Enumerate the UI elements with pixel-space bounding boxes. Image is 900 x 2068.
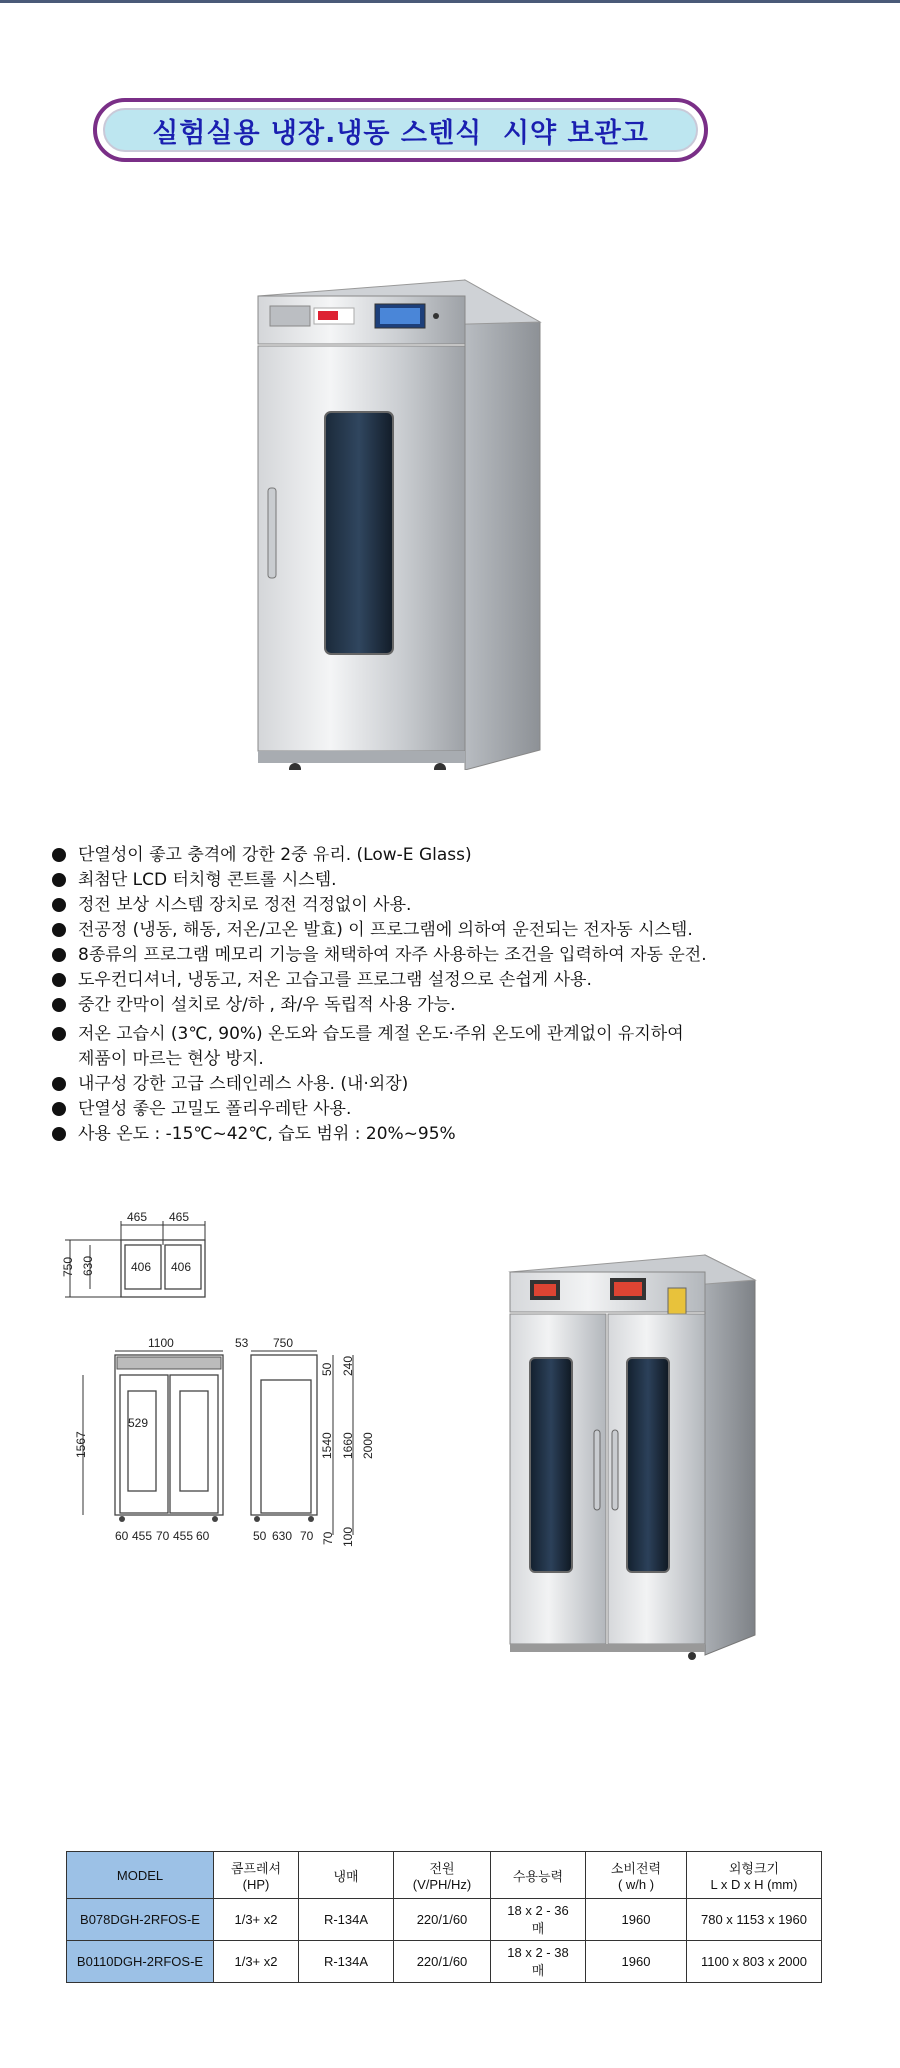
feature-item: 최첨단 LCD 터치형 콘트롤 시스템. bbox=[50, 868, 870, 893]
dim-front-b3: 455 bbox=[173, 1529, 194, 1543]
bullet-icon bbox=[52, 873, 66, 887]
title-banner bbox=[93, 98, 708, 162]
dim-side-b0: 50 bbox=[253, 1529, 267, 1543]
dim-side-top-left: 53 bbox=[235, 1336, 249, 1350]
table-row bbox=[67, 1899, 822, 1941]
cell-capacity: 18 x 2 - 36 매 bbox=[491, 1899, 586, 1941]
bullet-icon bbox=[52, 898, 66, 912]
bullet-icon bbox=[52, 998, 66, 1012]
bullet-icon bbox=[52, 1102, 66, 1116]
dim-side-r4: 2000 bbox=[361, 1432, 375, 1459]
bullet-icon bbox=[52, 923, 66, 937]
front-view-drawing bbox=[74, 1336, 223, 1543]
feature-item: 사용 온도 : -15℃~42℃, 습도 범위 : 20%~95% bbox=[50, 1122, 870, 1147]
cell-capacity: 18 x 2 - 38 매 bbox=[491, 1941, 586, 1983]
dim-top-w-left: 465 bbox=[127, 1210, 148, 1224]
dim-top-inner-right: 406 bbox=[171, 1260, 192, 1274]
bullet-icon bbox=[52, 948, 66, 962]
cell-power: 220/1/60 bbox=[394, 1899, 491, 1941]
feature-item: 중간 칸막이 설치로 상/하 , 좌/우 독립적 사용 가능. bbox=[50, 993, 870, 1018]
feature-item: 전공정 (냉동, 해동, 저온/고온 발효) 이 프로그램에 의하여 운전되는 전자동 시스템. bbox=[50, 918, 870, 943]
page-title: 실험실용 냉장.냉동 스텐식 시약 보관고 bbox=[152, 117, 649, 149]
single-door-cabinet-image bbox=[250, 270, 550, 770]
cell-model: B0110DGH-2RFOS-E bbox=[67, 1941, 214, 1983]
cell-refrigerant: R-134A bbox=[299, 1899, 394, 1941]
dim-top-inner-left: 406 bbox=[131, 1260, 152, 1274]
spec-table bbox=[66, 1851, 822, 1983]
dim-side-br1: 100 bbox=[341, 1526, 355, 1547]
dimension-drawing bbox=[55, 1195, 425, 1550]
dim-front-shelf: 529 bbox=[128, 1416, 149, 1430]
side-view-drawing bbox=[235, 1336, 375, 1547]
feature-list bbox=[50, 843, 870, 1147]
dim-front-b1: 455 bbox=[132, 1529, 153, 1543]
feature-item: 도우컨디셔너, 냉동고, 저온 고습고를 프로그램 설정으로 손쉽게 사용. bbox=[50, 968, 870, 993]
col-header-power: 전원 (V/PH/Hz) bbox=[394, 1852, 491, 1899]
cell-refrigerant: R-134A bbox=[299, 1941, 394, 1983]
table-row bbox=[67, 1941, 822, 1983]
dim-front-height: 1567 bbox=[74, 1431, 88, 1458]
dim-top-h-outer: 750 bbox=[61, 1256, 75, 1277]
dim-front-b2: 70 bbox=[156, 1529, 170, 1543]
bullet-icon bbox=[52, 1127, 66, 1141]
feature-item: 단열성이 좋고 충격에 강한 2중 유리. (Low-E Glass) bbox=[50, 843, 870, 868]
dim-side-depth: 750 bbox=[273, 1336, 294, 1350]
cell-hp: 1/3+ x2 bbox=[214, 1941, 299, 1983]
dim-front-width: 1100 bbox=[148, 1336, 174, 1350]
dim-side-br0: 70 bbox=[321, 1531, 335, 1545]
cell-hp: 1/3+ x2 bbox=[214, 1899, 299, 1941]
feature-item: 정전 보상 시스템 장치로 정전 걱정없이 사용. bbox=[50, 893, 870, 918]
top-border-line bbox=[0, 0, 900, 3]
dim-side-r1: 240 bbox=[341, 1355, 355, 1376]
cell-watt: 1960 bbox=[586, 1941, 687, 1983]
bullet-icon bbox=[52, 973, 66, 987]
feature-item: 8종류의 프로그램 메모리 기능을 채택하여 자주 사용하는 조건을 입력하여 자동 운전. bbox=[50, 943, 870, 968]
feature-item: 저온 고습시 (3℃, 90%) 온도와 습도를 계절 온도·주위 온도에 관계없이 유지하여 제품이 마르는 현상 방지. bbox=[50, 1022, 870, 1072]
col-header-capacity: 수용능력 bbox=[491, 1852, 586, 1899]
col-header-size: 외형크기 L x D x H (mm) bbox=[687, 1852, 822, 1899]
bullet-icon bbox=[52, 848, 66, 862]
col-header-refrigerant: 냉매 bbox=[299, 1852, 394, 1899]
dim-front-b0: 60 bbox=[115, 1529, 129, 1543]
top-view-drawing bbox=[61, 1210, 205, 1297]
dim-side-r2: 1540 bbox=[320, 1432, 334, 1459]
feature-item: 내구성 강한 고급 스테인레스 사용. (내·외장) bbox=[50, 1072, 870, 1097]
double-door-cabinet-image bbox=[500, 1250, 765, 1660]
cell-size: 780 x 1153 x 1960 bbox=[687, 1899, 822, 1941]
dim-side-r3: 1660 bbox=[341, 1432, 355, 1459]
dim-top-h-inner: 630 bbox=[81, 1255, 95, 1276]
bullet-icon bbox=[52, 1027, 66, 1041]
title-banner-inner bbox=[103, 108, 698, 152]
cell-model: B078DGH-2RFOS-E bbox=[67, 1899, 214, 1941]
col-header-compressor: 콤프레셔 (HP) bbox=[214, 1852, 299, 1899]
dim-top-w-right: 465 bbox=[169, 1210, 190, 1224]
dim-front-b4: 60 bbox=[196, 1529, 210, 1543]
table-header-row bbox=[67, 1852, 822, 1899]
dim-side-r0: 50 bbox=[320, 1362, 334, 1376]
cell-watt: 1960 bbox=[586, 1899, 687, 1941]
col-header-model: MODEL bbox=[67, 1852, 214, 1899]
cell-power: 220/1/60 bbox=[394, 1941, 491, 1983]
dim-side-b2: 70 bbox=[300, 1529, 314, 1543]
dim-side-b1: 630 bbox=[272, 1529, 293, 1543]
cell-size: 1100 x 803 x 2000 bbox=[687, 1941, 822, 1983]
feature-item: 단열성 좋은 고밀도 폴리우레탄 사용. bbox=[50, 1097, 870, 1122]
col-header-consumption: 소비전력 ( w/h ) bbox=[586, 1852, 687, 1899]
bullet-icon bbox=[52, 1077, 66, 1091]
